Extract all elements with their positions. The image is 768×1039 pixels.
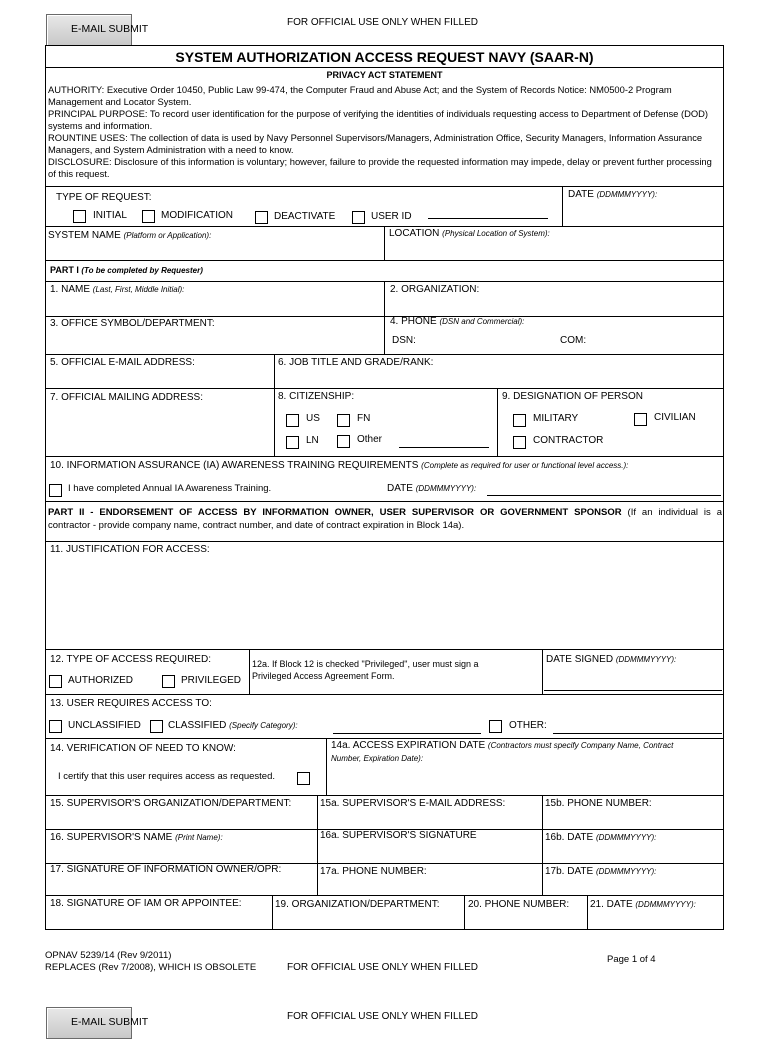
citizenship-other-checkbox[interactable] bbox=[337, 435, 350, 448]
saar-form bbox=[45, 45, 724, 930]
email-label: 5. OFFICIAL E-MAIL ADDRESS: bbox=[50, 357, 195, 368]
citizenship-fn-label: FN bbox=[357, 413, 371, 424]
email-submit-button-page2[interactable]: E-MAIL SUBMIT bbox=[46, 1007, 132, 1039]
part1-header: PART I (To be completed by Requester) bbox=[50, 265, 203, 275]
owner-date-label: 17b. DATE (DDMMMYYYY): bbox=[545, 866, 657, 877]
form-title: SYSTEM AUTHORIZATION ACCESS REQUEST NAVY (SAAR-N) bbox=[175, 49, 594, 65]
modification-label: MODIFICATION bbox=[161, 210, 234, 221]
form-number: OPNAV 5239/14 (Rev 9/2011) bbox=[45, 950, 172, 961]
ia-training-checkbox-label: I have completed Annual IA Awareness Training. bbox=[68, 483, 272, 494]
part2-header: PART II - ENDORSEMENT OF ACCESS BY INFORMATION OWNER, USER SUPERVISOR OR GOVERNMENT SPONSOR (If an individual is a bbox=[48, 507, 722, 518]
block12a-text-line2: Privileged Access Agreement Form. bbox=[252, 671, 395, 681]
owner-signature-label: 17. SIGNATURE OF INFORMATION OWNER/OPR: bbox=[50, 864, 282, 875]
email-submit-button[interactable]: E-MAIL SUBMIT bbox=[46, 14, 132, 46]
citizenship-other-field[interactable] bbox=[399, 447, 489, 448]
user-id-checkbox[interactable] bbox=[352, 211, 365, 224]
initial-checkbox[interactable] bbox=[73, 210, 86, 223]
privileged-label: PRIVILEGED bbox=[181, 675, 242, 686]
iam-org-label: 19. ORGANIZATION/DEPARTMENT: bbox=[275, 899, 440, 910]
official-use-top-page2: FOR OFFICIAL USE ONLY WHEN FILLED bbox=[287, 1011, 478, 1022]
organization-label: 2. ORGANIZATION: bbox=[390, 284, 480, 295]
contractor-label: CONTRACTOR bbox=[533, 435, 604, 446]
mailing-address-label: 7. OFFICIAL MAILING ADDRESS: bbox=[50, 392, 203, 403]
other-access-field[interactable] bbox=[553, 733, 722, 734]
privileged-checkbox[interactable] bbox=[162, 675, 175, 688]
supervisor-signature-label: 16a. SUPERVISOR'S SIGNATURE bbox=[320, 830, 477, 841]
name-label: 1. NAME (Last, First, Middle Initial): bbox=[50, 284, 185, 295]
request-date-label: DATE (DDMMMYYYY): bbox=[568, 189, 658, 200]
iam-phone-label: 20. PHONE NUMBER: bbox=[468, 899, 570, 910]
privacy-act-text bbox=[48, 84, 720, 180]
military-checkbox[interactable] bbox=[513, 414, 526, 427]
user-id-label: USER ID bbox=[371, 211, 412, 222]
expiration-label: 14a. ACCESS EXPIRATION DATE (Contractors must specify Company Name, Contract bbox=[331, 740, 674, 751]
supervisor-org-label: 15. SUPERVISOR'S ORGANIZATION/DEPARTMENT: bbox=[50, 798, 292, 809]
other-access-label: OTHER: bbox=[509, 720, 547, 731]
citizenship-other-label: Other bbox=[357, 434, 383, 445]
access-type-label: 12. TYPE OF ACCESS REQUIRED: bbox=[50, 654, 211, 665]
citizenship-ln-checkbox[interactable] bbox=[286, 436, 299, 449]
verification-certify-text: I certify that this user requires access as requested. bbox=[58, 771, 276, 782]
supervisor-phone-label: 15b. PHONE NUMBER: bbox=[545, 798, 652, 809]
privacy-disclosure: DISCLOSURE: Disclosure of this information is voluntary; however, failure to provide the requested information may impede, delay or prevent further processing of this request. bbox=[48, 156, 712, 179]
unclassified-label: UNCLASSIFIED bbox=[68, 720, 141, 731]
iam-signature-label: 18. SIGNATURE OF IAM OR APPOINTEE: bbox=[50, 898, 242, 909]
civilian-checkbox[interactable] bbox=[634, 413, 647, 426]
classified-checkbox[interactable] bbox=[150, 720, 163, 733]
requires-access-label: 13. USER REQUIRES ACCESS TO: bbox=[50, 698, 212, 709]
ia-training-date-label: DATE (DDMMMYYYY): bbox=[387, 483, 477, 494]
system-name-label: SYSTEM NAME (Platform or Application): bbox=[48, 230, 212, 241]
ia-training-date-field[interactable] bbox=[487, 495, 721, 496]
block12a-text-line1: 12a. If Block 12 is checked "Privileged", user must sign a bbox=[252, 659, 479, 669]
supervisor-date-label: 16b. DATE (DDMMMYYYY): bbox=[545, 832, 657, 843]
iam-date-label: 21. DATE (DDMMMYYYY): bbox=[590, 899, 696, 910]
verification-label: 14. VERIFICATION OF NEED TO KNOW: bbox=[50, 743, 236, 754]
official-use-bottom: FOR OFFICIAL USE ONLY WHEN FILLED bbox=[287, 962, 478, 973]
citizenship-us-label: US bbox=[306, 413, 320, 424]
replaces-note: REPLACES (Rev 7/2008), WHICH IS OBSOLETE bbox=[45, 962, 257, 973]
civilian-label: CIVILIAN bbox=[654, 412, 696, 423]
classified-label: CLASSIFIED (Specify Category): bbox=[168, 720, 298, 731]
supervisor-name-label: 16. SUPERVISOR'S NAME (Print Name): bbox=[50, 832, 223, 843]
ia-training-checkbox[interactable] bbox=[49, 484, 62, 497]
official-use-top: FOR OFFICIAL USE ONLY WHEN FILLED bbox=[287, 17, 478, 28]
deactivate-label: DEACTIVATE bbox=[274, 211, 336, 222]
location-label: LOCATION (Physical Location of System): bbox=[389, 228, 550, 239]
dsn-label: DSN: bbox=[392, 335, 416, 346]
authorized-label: AUTHORIZED bbox=[68, 675, 133, 686]
justification-label: 11. JUSTIFICATION FOR ACCESS: bbox=[50, 544, 210, 555]
expiration-hint: Number, Expiration Date): bbox=[331, 754, 424, 763]
part2-contractor-note: contractor - provide company name, contract number, and date of contract expiration in Block 14a). bbox=[48, 520, 465, 531]
citizenship-fn-checkbox[interactable] bbox=[337, 414, 350, 427]
authorized-checkbox[interactable] bbox=[49, 675, 62, 688]
com-label: COM: bbox=[560, 335, 587, 346]
justification-field[interactable] bbox=[48, 558, 720, 646]
office-symbol-label: 3. OFFICE SYMBOL/DEPARTMENT: bbox=[50, 318, 215, 329]
citizenship-label: 8. CITIZENSHIP: bbox=[278, 391, 355, 402]
job-title-label: 6. JOB TITLE AND GRADE/RANK: bbox=[278, 357, 434, 368]
citizenship-us-checkbox[interactable] bbox=[286, 414, 299, 427]
initial-label: INITIAL bbox=[93, 210, 127, 221]
other-access-checkbox[interactable] bbox=[489, 720, 502, 733]
owner-phone-label: 17a. PHONE NUMBER: bbox=[320, 866, 427, 877]
supervisor-email-label: 15a. SUPERVISOR'S E-MAIL ADDRESS: bbox=[320, 798, 506, 809]
privacy-purpose: PRINCIPAL PURPOSE: To record user identification for the purpose of verifying the identities of individuals requesting access to Department of Defense (DOD) systems and information. bbox=[48, 108, 709, 131]
modification-checkbox[interactable] bbox=[142, 210, 155, 223]
military-label: MILITARY bbox=[533, 413, 579, 424]
citizenship-ln-label: LN bbox=[306, 435, 319, 446]
page-number: Page 1 of 4 bbox=[607, 954, 656, 965]
phone-label: 4. PHONE (DSN and Commercial): bbox=[390, 316, 525, 327]
type-of-request-label: TYPE OF REQUEST: bbox=[56, 192, 152, 203]
contractor-checkbox[interactable] bbox=[513, 436, 526, 449]
user-id-field[interactable] bbox=[428, 218, 548, 219]
designation-label: 9. DESIGNATION OF PERSON bbox=[502, 391, 643, 402]
unclassified-checkbox[interactable] bbox=[49, 720, 62, 733]
privacy-act-header: PRIVACY ACT STATEMENT bbox=[326, 70, 443, 80]
privacy-authority: AUTHORITY: Executive Order 10450, Public Law 99-474, the Computer Fraud and Abuse Act; and the System of Records Notice: NM0500-2 Program Management and Locator System. bbox=[48, 84, 672, 107]
verification-checkbox[interactable] bbox=[297, 772, 310, 785]
date-signed-label: DATE SIGNED (DDMMMYYYY): bbox=[546, 654, 677, 665]
date-signed-field[interactable] bbox=[544, 690, 722, 691]
classified-category-field[interactable] bbox=[333, 733, 481, 734]
privacy-routine-uses: ROUNTINE USES: The collection of data is used by Navy Personnel Supervisors/Managers, Administration Office, Security Managers, Information Assurance Managers, and System Administration with a need to know. bbox=[48, 132, 703, 155]
deactivate-checkbox[interactable] bbox=[255, 211, 268, 224]
ia-training-label: 10. INFORMATION ASSURANCE (IA) AWARENESS TRAINING REQUIREMENTS (Complete as required for user or functional level access.): bbox=[50, 460, 629, 471]
